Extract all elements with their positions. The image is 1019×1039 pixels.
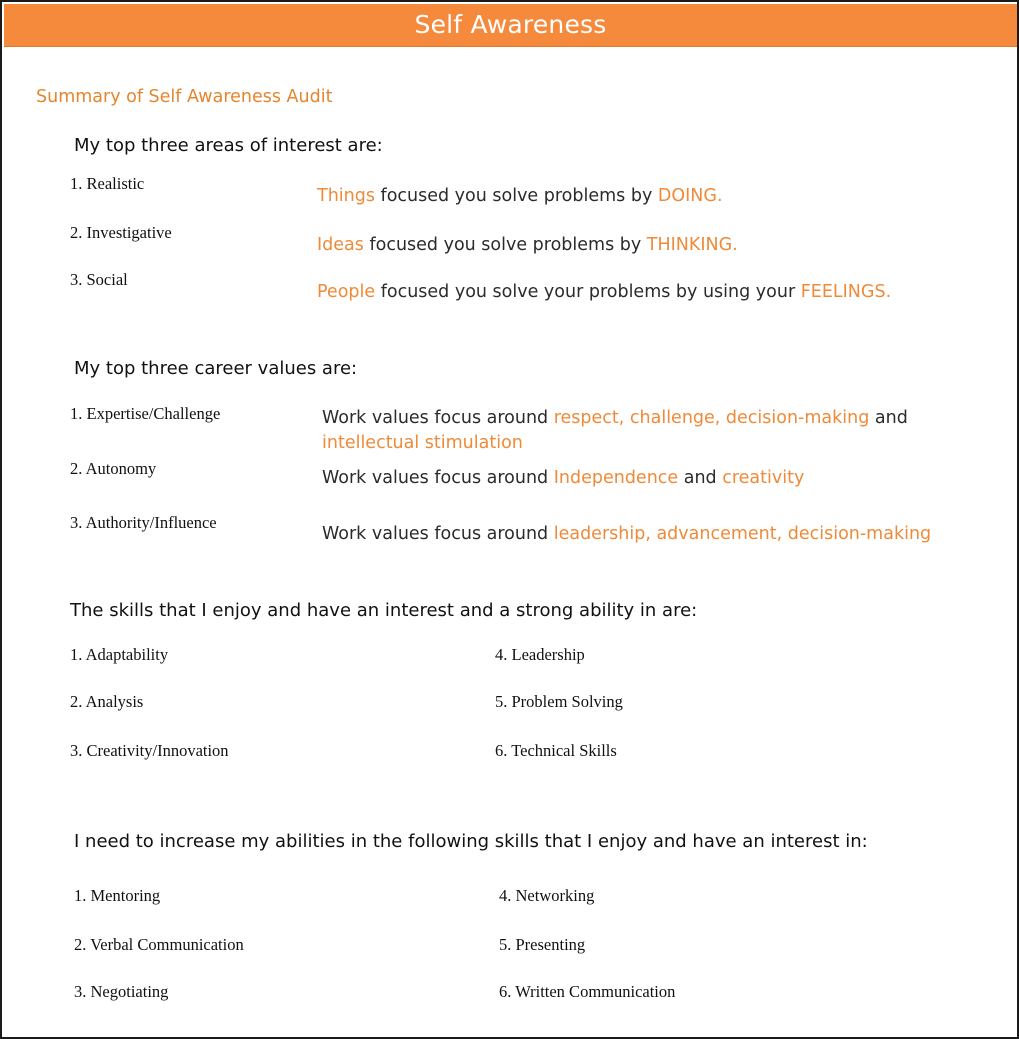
interest-desc-2 bbox=[317, 233, 738, 258]
highlighted-text: leadership, advancement, decision-making bbox=[553, 524, 932, 544]
improve-skill-5: 5. Presenting bbox=[499, 935, 586, 954]
strong-skill-3: 3. Creativity/Innovation bbox=[70, 741, 229, 760]
value-desc-2 bbox=[322, 466, 804, 491]
interests-heading: My top three areas of interest are: bbox=[74, 135, 383, 156]
interest-label-3: 3. Social bbox=[70, 270, 128, 289]
strong-skills-heading: The skills that I enjoy and have an interest and a strong ability in are: bbox=[70, 600, 698, 621]
header-bar bbox=[4, 4, 1017, 47]
desc-text: focused you solve problems by bbox=[363, 235, 647, 255]
highlighted-text: creativity bbox=[722, 468, 805, 488]
highlighted-text: Independence bbox=[553, 468, 679, 488]
desc-text: focused you solve your problems by using your bbox=[375, 282, 801, 302]
improve-skill-3: 3. Negotiating bbox=[74, 982, 169, 1001]
interest-label-2: 2. Investigative bbox=[70, 223, 172, 242]
value-desc-1 bbox=[322, 406, 982, 456]
highlighted-text: THINKING. bbox=[646, 235, 738, 255]
strong-skill-2: 2. Analysis bbox=[70, 692, 144, 711]
improve-skill-4: 4. Networking bbox=[499, 886, 595, 905]
improve-skill-2: 2. Verbal Communication bbox=[74, 935, 244, 954]
desc-text: Work values focus around bbox=[322, 408, 554, 428]
highlighted-text: respect, challenge, decision-making bbox=[553, 408, 870, 428]
value-label-3: 3. Authority/Influence bbox=[70, 513, 217, 532]
desc-text: Work values focus around bbox=[322, 468, 554, 488]
summary-title: Summary of Self Awareness Audit bbox=[36, 87, 333, 107]
desc-text: focused you solve problems by bbox=[374, 186, 658, 206]
desc-text: and bbox=[678, 468, 723, 488]
strong-skill-5: 5. Problem Solving bbox=[495, 692, 623, 711]
value-desc-3 bbox=[322, 522, 931, 547]
interest-label-1: 1. Realistic bbox=[70, 174, 145, 193]
interest-desc-3 bbox=[317, 280, 891, 305]
highlighted-text: Things bbox=[317, 186, 375, 206]
desc-text: Work values focus around bbox=[322, 524, 554, 544]
value-label-2: 2. Autonomy bbox=[70, 459, 157, 478]
strong-skill-1: 1. Adaptability bbox=[70, 645, 169, 664]
strong-skill-4: 4. Leadership bbox=[495, 645, 585, 664]
interest-desc-1 bbox=[317, 184, 723, 209]
improve-skills-heading: I need to increase my abilities in the following skills that I enjoy and have an interest in: bbox=[74, 831, 868, 852]
value-label-1: 1. Expertise/Challenge bbox=[70, 404, 221, 423]
improve-skill-1: 1. Mentoring bbox=[74, 886, 161, 905]
strong-skill-6: 6. Technical Skills bbox=[495, 741, 617, 760]
improve-skill-6: 6. Written Communication bbox=[499, 982, 676, 1001]
highlighted-text: DOING. bbox=[657, 186, 723, 206]
highlighted-text: intellectual stimulation bbox=[322, 433, 523, 453]
highlighted-text: Ideas bbox=[317, 235, 364, 255]
desc-text: and bbox=[869, 408, 908, 428]
highlighted-text: FEELINGS. bbox=[800, 282, 892, 302]
values-heading: My top three career values are: bbox=[74, 358, 358, 379]
page-title: Self Awareness bbox=[414, 10, 607, 39]
highlighted-text: People bbox=[317, 282, 376, 302]
